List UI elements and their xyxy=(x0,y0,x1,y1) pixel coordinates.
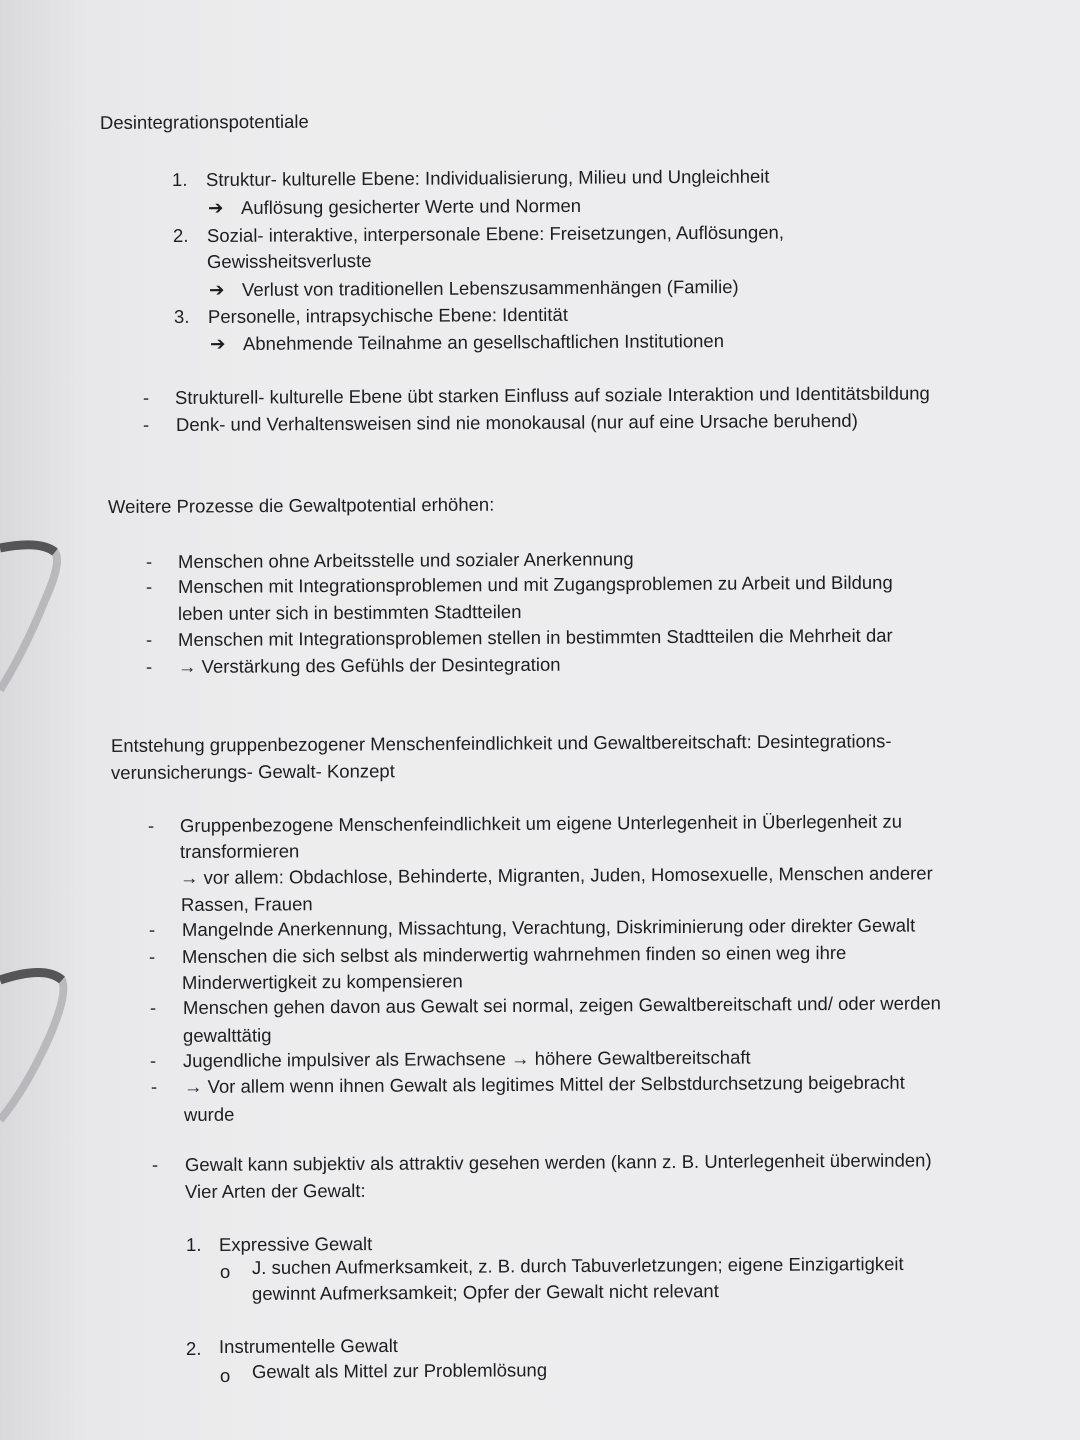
list-item: Struktur- kulturelle Ebene: Individualisierung, Milieu und Ungleichheit xyxy=(205,165,770,190)
list-number: 1. xyxy=(171,168,188,190)
list-result: Abnehmende Teilnahme an gesellschaftlichen Institutionen xyxy=(242,330,725,354)
list-number: 3. xyxy=(173,305,190,327)
list-item-cont: Gewissheitsverluste xyxy=(206,249,372,272)
violence-desc: gewinnt Aufmerksamkeit; Opfer der Gewalt nicht relevant xyxy=(251,1280,719,1304)
binder-rings xyxy=(0,0,120,1440)
section-heading: Entstehung gruppenbezogener Menschenfeindlichkeit und Gewaltbereitschaft: Desintegrations- xyxy=(110,730,892,756)
list-result: Auflösung gesicherter Werte und Normen xyxy=(240,194,582,218)
bullet-text: Minderwertigkeit zu kompensieren xyxy=(181,970,463,993)
dash-bullet: - xyxy=(151,1153,159,1175)
bullet-text: Mangelnde Anerkennung, Missachtung, Verachtung, Diskriminierung oder direkter Gewalt xyxy=(181,914,916,940)
dash-bullet: - xyxy=(149,1049,157,1071)
section-heading-cont: verunsicherungs- Gewalt- Konzept xyxy=(110,760,395,783)
list-number: 2. xyxy=(185,1337,202,1359)
bullet-text: Menschen die sich selbst als minderwertig wahrnehmen finden so einen weg ihre xyxy=(181,941,847,967)
dash-bullet: - xyxy=(145,655,153,677)
section-heading: Desintegrationspotentiale xyxy=(99,110,309,133)
bullet-text: Strukturell- kulturelle Ebene übt starken Einfluss auf soziale Interaktion und Identitätsbildung xyxy=(174,382,930,408)
dash-bullet: - xyxy=(145,550,153,572)
bullet-text: Gewalt kann subjektiv als attraktiv gesehen werden (kann z. B. Unterlegenheit überwinden) xyxy=(184,1149,932,1175)
bullet-text: Menschen mit Integrationsproblemen und mit Zugangsproblemen zu Arbeit und Bildung xyxy=(177,571,893,597)
bullet-text: wurde xyxy=(183,1103,235,1125)
bullet-text: Menschen gehen davon aus Gewalt sei normal, zeigen Gewaltbereitschaft und/ oder werden xyxy=(182,992,941,1018)
bullet-text: → Vor allem wenn ihnen Gewalt als legitimes Mittel der Selbstdurchsetzung beigebracht xyxy=(183,1071,905,1097)
dash-bullet: - xyxy=(147,814,155,836)
bullet-text: leben unter sich in bestimmten Stadtteilen xyxy=(177,600,522,624)
list-number: 1. xyxy=(185,1233,202,1255)
bullet-text: transformieren xyxy=(179,840,300,862)
dash-bullet: - xyxy=(149,996,157,1018)
violence-desc: J. suchen Aufmerksamkeit, z. B. durch Tabuverletzungen; eigene Einzigartigkeit xyxy=(251,1253,904,1278)
dash-bullet: - xyxy=(145,575,153,597)
bullet-text: → Verstärkung des Gefühls der Desintegration xyxy=(177,653,561,677)
bullet-text: Denk- und Verhaltensweisen sind nie monokausal (nur auf eine Ursache beruhend) xyxy=(175,409,858,435)
dash-bullet: - xyxy=(148,945,156,967)
list-item: Sozial- interaktive, interpersonale Ebene: Freisetzungen, Auflösungen, xyxy=(206,221,784,246)
dash-bullet: - xyxy=(148,918,156,940)
list-result: Verlust von traditionellen Lebenszusammenhängen (Familie) xyxy=(241,275,739,300)
list-number: 2. xyxy=(172,224,189,246)
circle-bullet-icon: o xyxy=(219,1260,231,1282)
bullet-text: Jugendliche impulsiver als Erwachsene → höhere Gewaltbereitschaft xyxy=(182,1046,751,1071)
section-heading: Weitere Prozesse die Gewaltpotential erhöhen: xyxy=(107,493,495,517)
bullet-text: → vor allem: Obdachlose, Behinderte, Migranten, Juden, Homosexuelle, Menschen anderer xyxy=(179,862,933,888)
dash-bullet: - xyxy=(150,1075,158,1097)
bullet-text: Menschen ohne Arbeitsstelle und sozialer Anerkennung xyxy=(177,548,634,572)
bullet-text: Menschen mit Integrationsproblemen stellen in bestimmten Stadtteilen die Mehrheit dar xyxy=(177,624,893,650)
list-item: Personelle, intrapsychische Ebene: Identität xyxy=(207,303,568,327)
arrow-icon: ➔ xyxy=(207,196,224,218)
violence-type: Instrumentelle Gewalt xyxy=(218,1334,398,1357)
violence-type: Expressive Gewalt xyxy=(218,1233,373,1255)
arrow-icon: ➔ xyxy=(208,278,225,300)
bullet-text: gewalttätig xyxy=(182,1024,272,1046)
violence-desc: Gewalt als Mittel zur Problemlösung xyxy=(251,1359,548,1382)
bullet-text: Gruppenbezogene Menschenfeindlichkeit um eigene Unterlegenheit in Überlegenheit zu xyxy=(179,810,903,836)
bullet-text: Vier Arten der Gewalt: xyxy=(184,1179,366,1202)
bullet-text: Rassen, Frauen xyxy=(180,893,313,915)
arrow-icon: ➔ xyxy=(209,332,226,354)
dash-bullet: - xyxy=(142,386,150,408)
circle-bullet-icon: o xyxy=(219,1364,231,1386)
dash-bullet: - xyxy=(145,628,153,650)
dash-bullet: - xyxy=(142,413,150,435)
